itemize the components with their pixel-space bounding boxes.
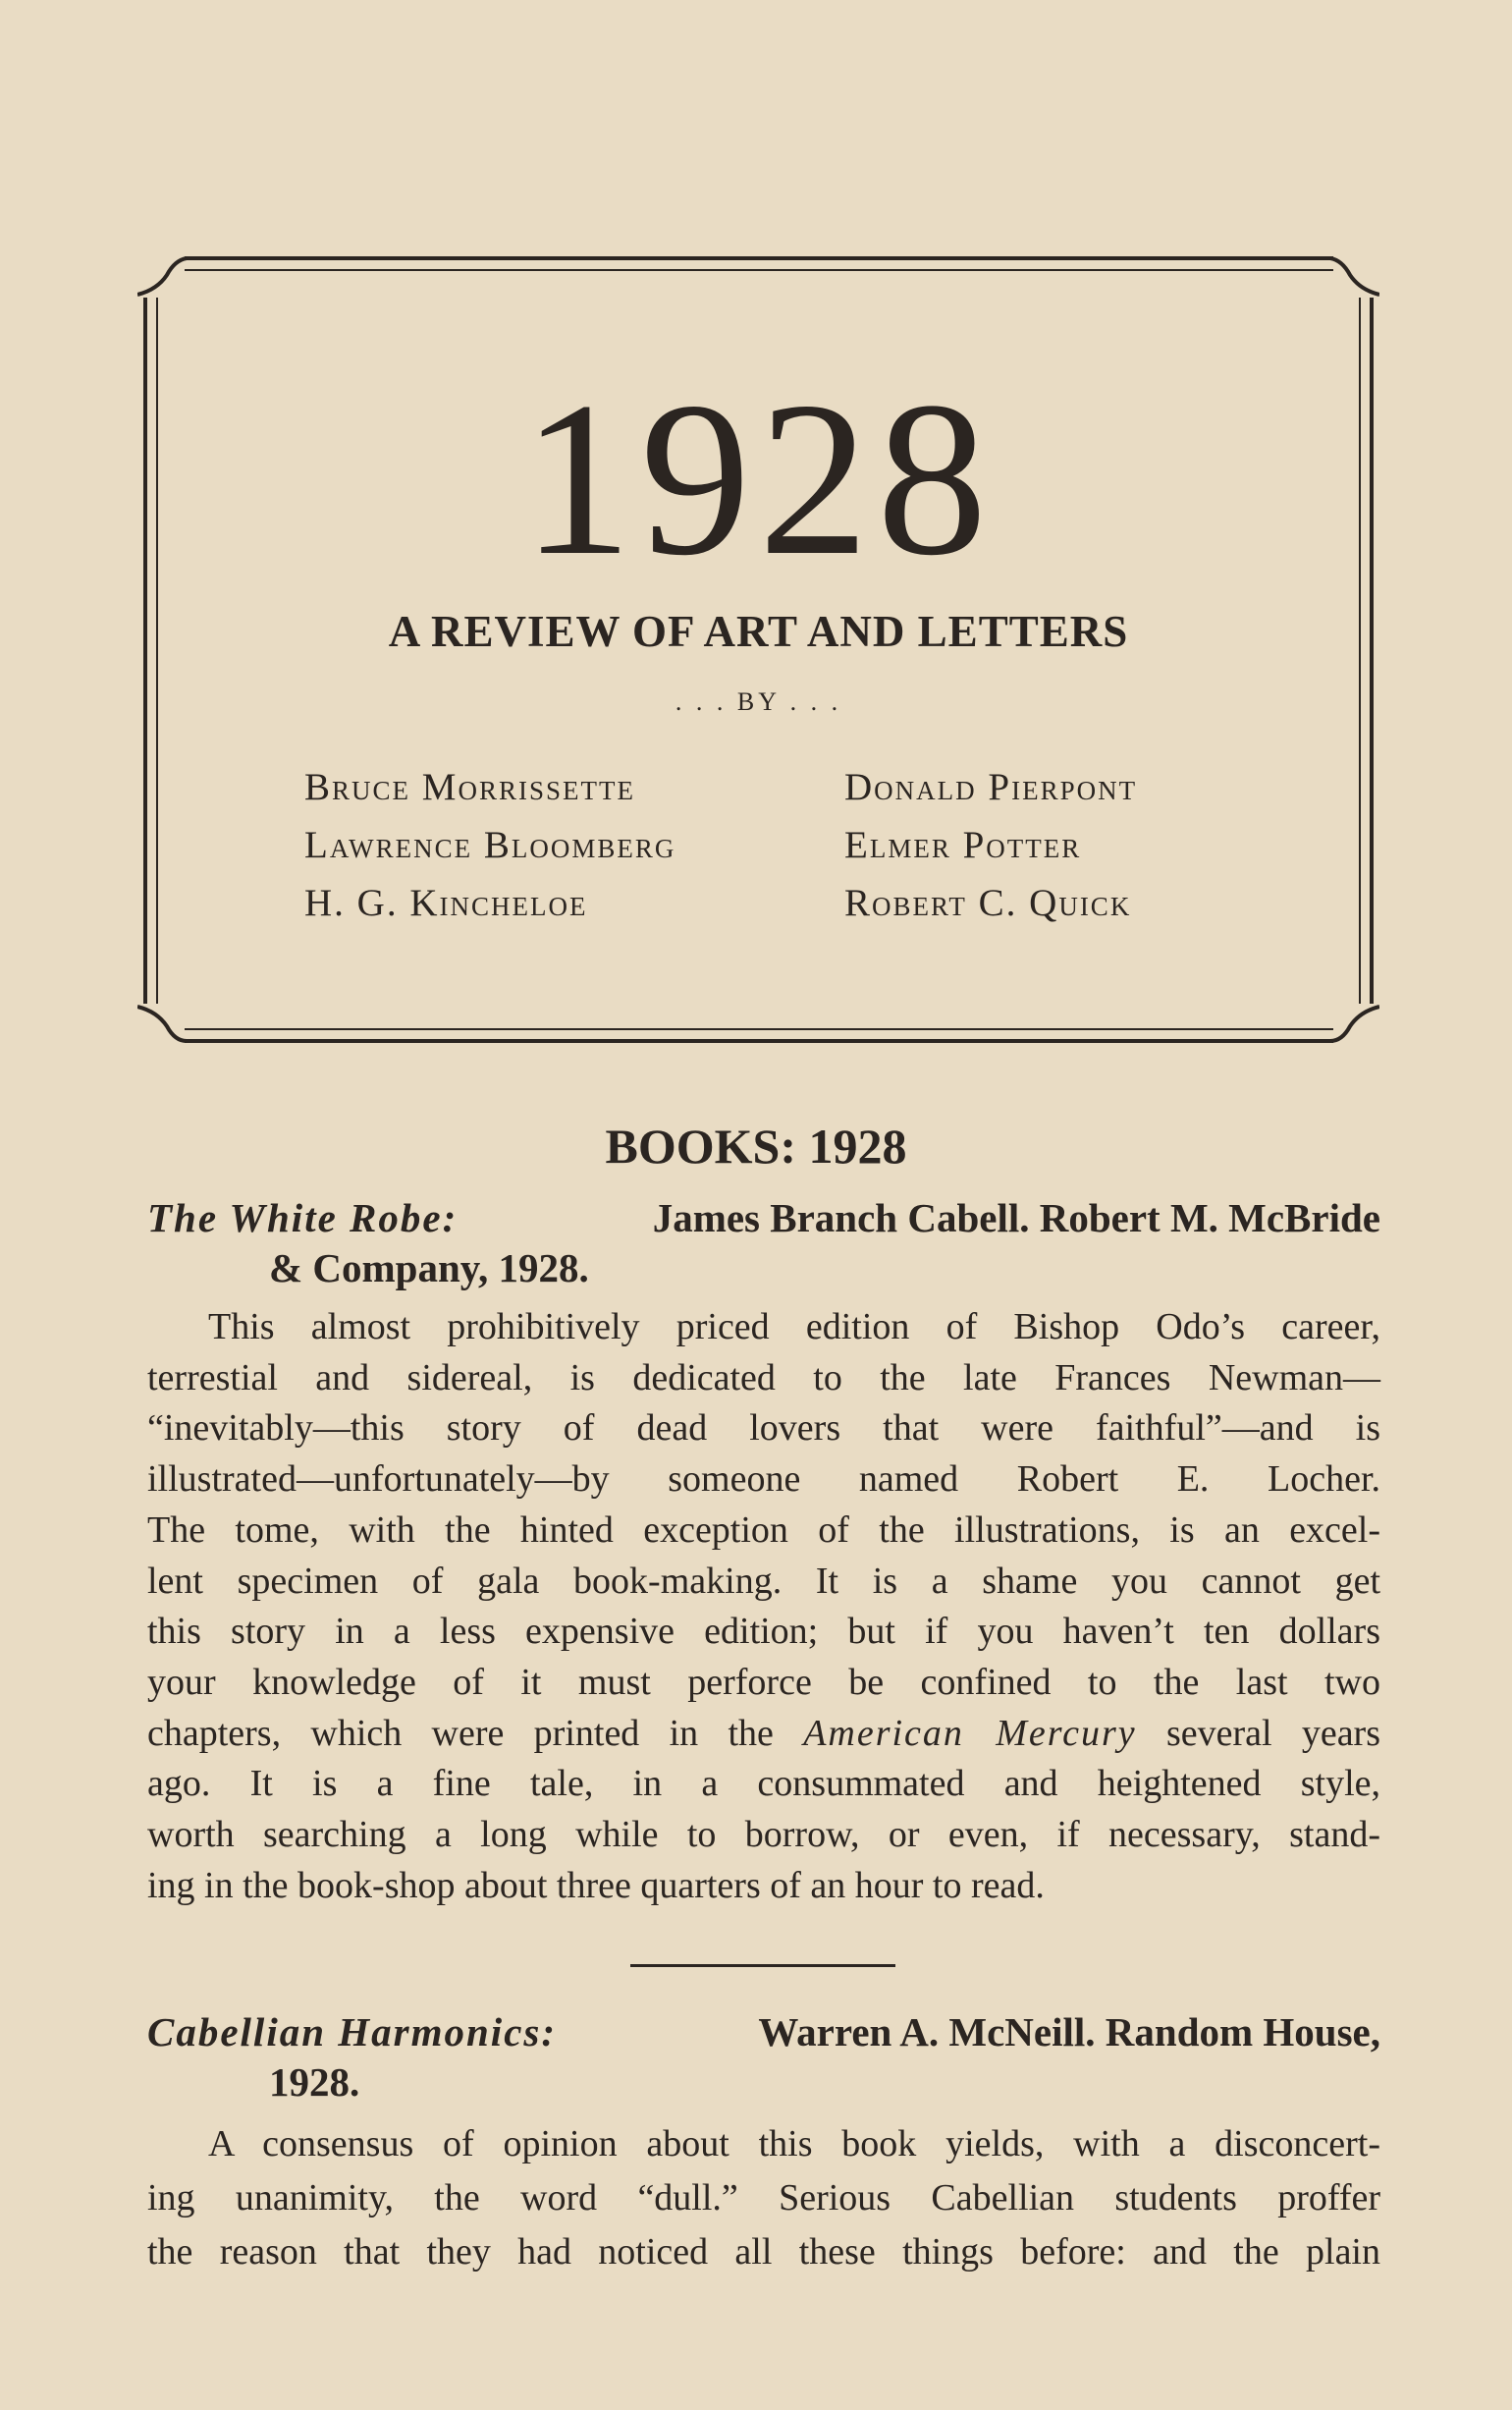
- author-name: H. G. Kincheloe: [304, 882, 588, 924]
- magazine-title: American Mercury: [803, 1712, 1137, 1754]
- text-line: your knowledge of it must perforce be confined to the last two: [147, 1661, 1380, 1703]
- text-line: ago. It is a fine tale, in a consummated and heightened style,: [147, 1763, 1380, 1805]
- text-line: lent specimen of gala book-making. It is a shame you cannot get: [147, 1560, 1380, 1602]
- text-line: A consensus of opinion about this book yields, with a disconcert-: [208, 2123, 1380, 2164]
- author-name: Robert C. Quick: [844, 882, 1132, 924]
- by-line: . . . BY . . .: [675, 687, 842, 716]
- text-line: worth searching a long while to borrow, or even, if necessary, stand-: [147, 1814, 1380, 1856]
- section-title: BOOKS: 1928: [605, 1119, 907, 1174]
- text-line: the reason that they had noticed all these things before: and the plain: [147, 2231, 1380, 2273]
- text-fragment: chapters, which were printed in the: [147, 1712, 774, 1754]
- text-line: This almost prohibitively priced edition of Bishop Odo’s career,: [208, 1306, 1380, 1347]
- cover-year: 1928: [521, 356, 996, 601]
- review-paragraph: [147, 1302, 1380, 1911]
- text-line: ing in the book-shop about three quarters of an hour to read.: [147, 1864, 1045, 1906]
- author-name: Donald Pierpont: [844, 766, 1138, 808]
- entry-heading: [147, 1193, 1380, 1293]
- author-name: Bruce Morrissette: [304, 766, 635, 808]
- book-details-continued: 1928.: [269, 2059, 360, 2105]
- book-details-continued: & Company, 1928.: [269, 1245, 589, 1290]
- author-name: Lawrence Bloomberg: [304, 824, 676, 866]
- authors-right-column: [844, 758, 1137, 932]
- section-divider: [630, 1964, 895, 1967]
- book-details: James Branch Cabell. Robert M. McBride: [652, 1195, 1380, 1240]
- text-line: terrestial and sidereal, is dedicated to the late Frances Newman—: [147, 1356, 1380, 1398]
- text-line: “inevitably—this story of dead lovers that were faithful”—and is: [147, 1407, 1380, 1450]
- book-details: Warren A. McNeill. Random House,: [758, 2009, 1380, 2054]
- title-frame: [137, 250, 1379, 1051]
- text-line: The tome, with the hinted exception of the illustrations, is an excel-: [147, 1508, 1380, 1551]
- text-line: illustrated—unfortunately—by someone named Robert E. Locher.: [147, 1458, 1380, 1501]
- text-line: this story in a less expensive edition; but if you haven’t ten dollars: [147, 1611, 1380, 1653]
- book-title: The White Robe:: [147, 1195, 459, 1240]
- text-line-with-magazine: [147, 1709, 1380, 1760]
- author-name: Elmer Potter: [844, 824, 1082, 866]
- entry-heading: [147, 2007, 1380, 2108]
- text-fragment: several years: [1165, 1712, 1381, 1754]
- review-paragraph: [147, 2117, 1380, 2279]
- book-title: Cabellian Harmonics:: [147, 2009, 558, 2054]
- text-line: ing unanimity, the word “dull.” Serious Cabellian students proffer: [147, 2177, 1380, 2218]
- cover-subtitle: A REVIEW OF ART AND LETTERS: [388, 607, 1129, 656]
- authors-left-column: [304, 758, 675, 932]
